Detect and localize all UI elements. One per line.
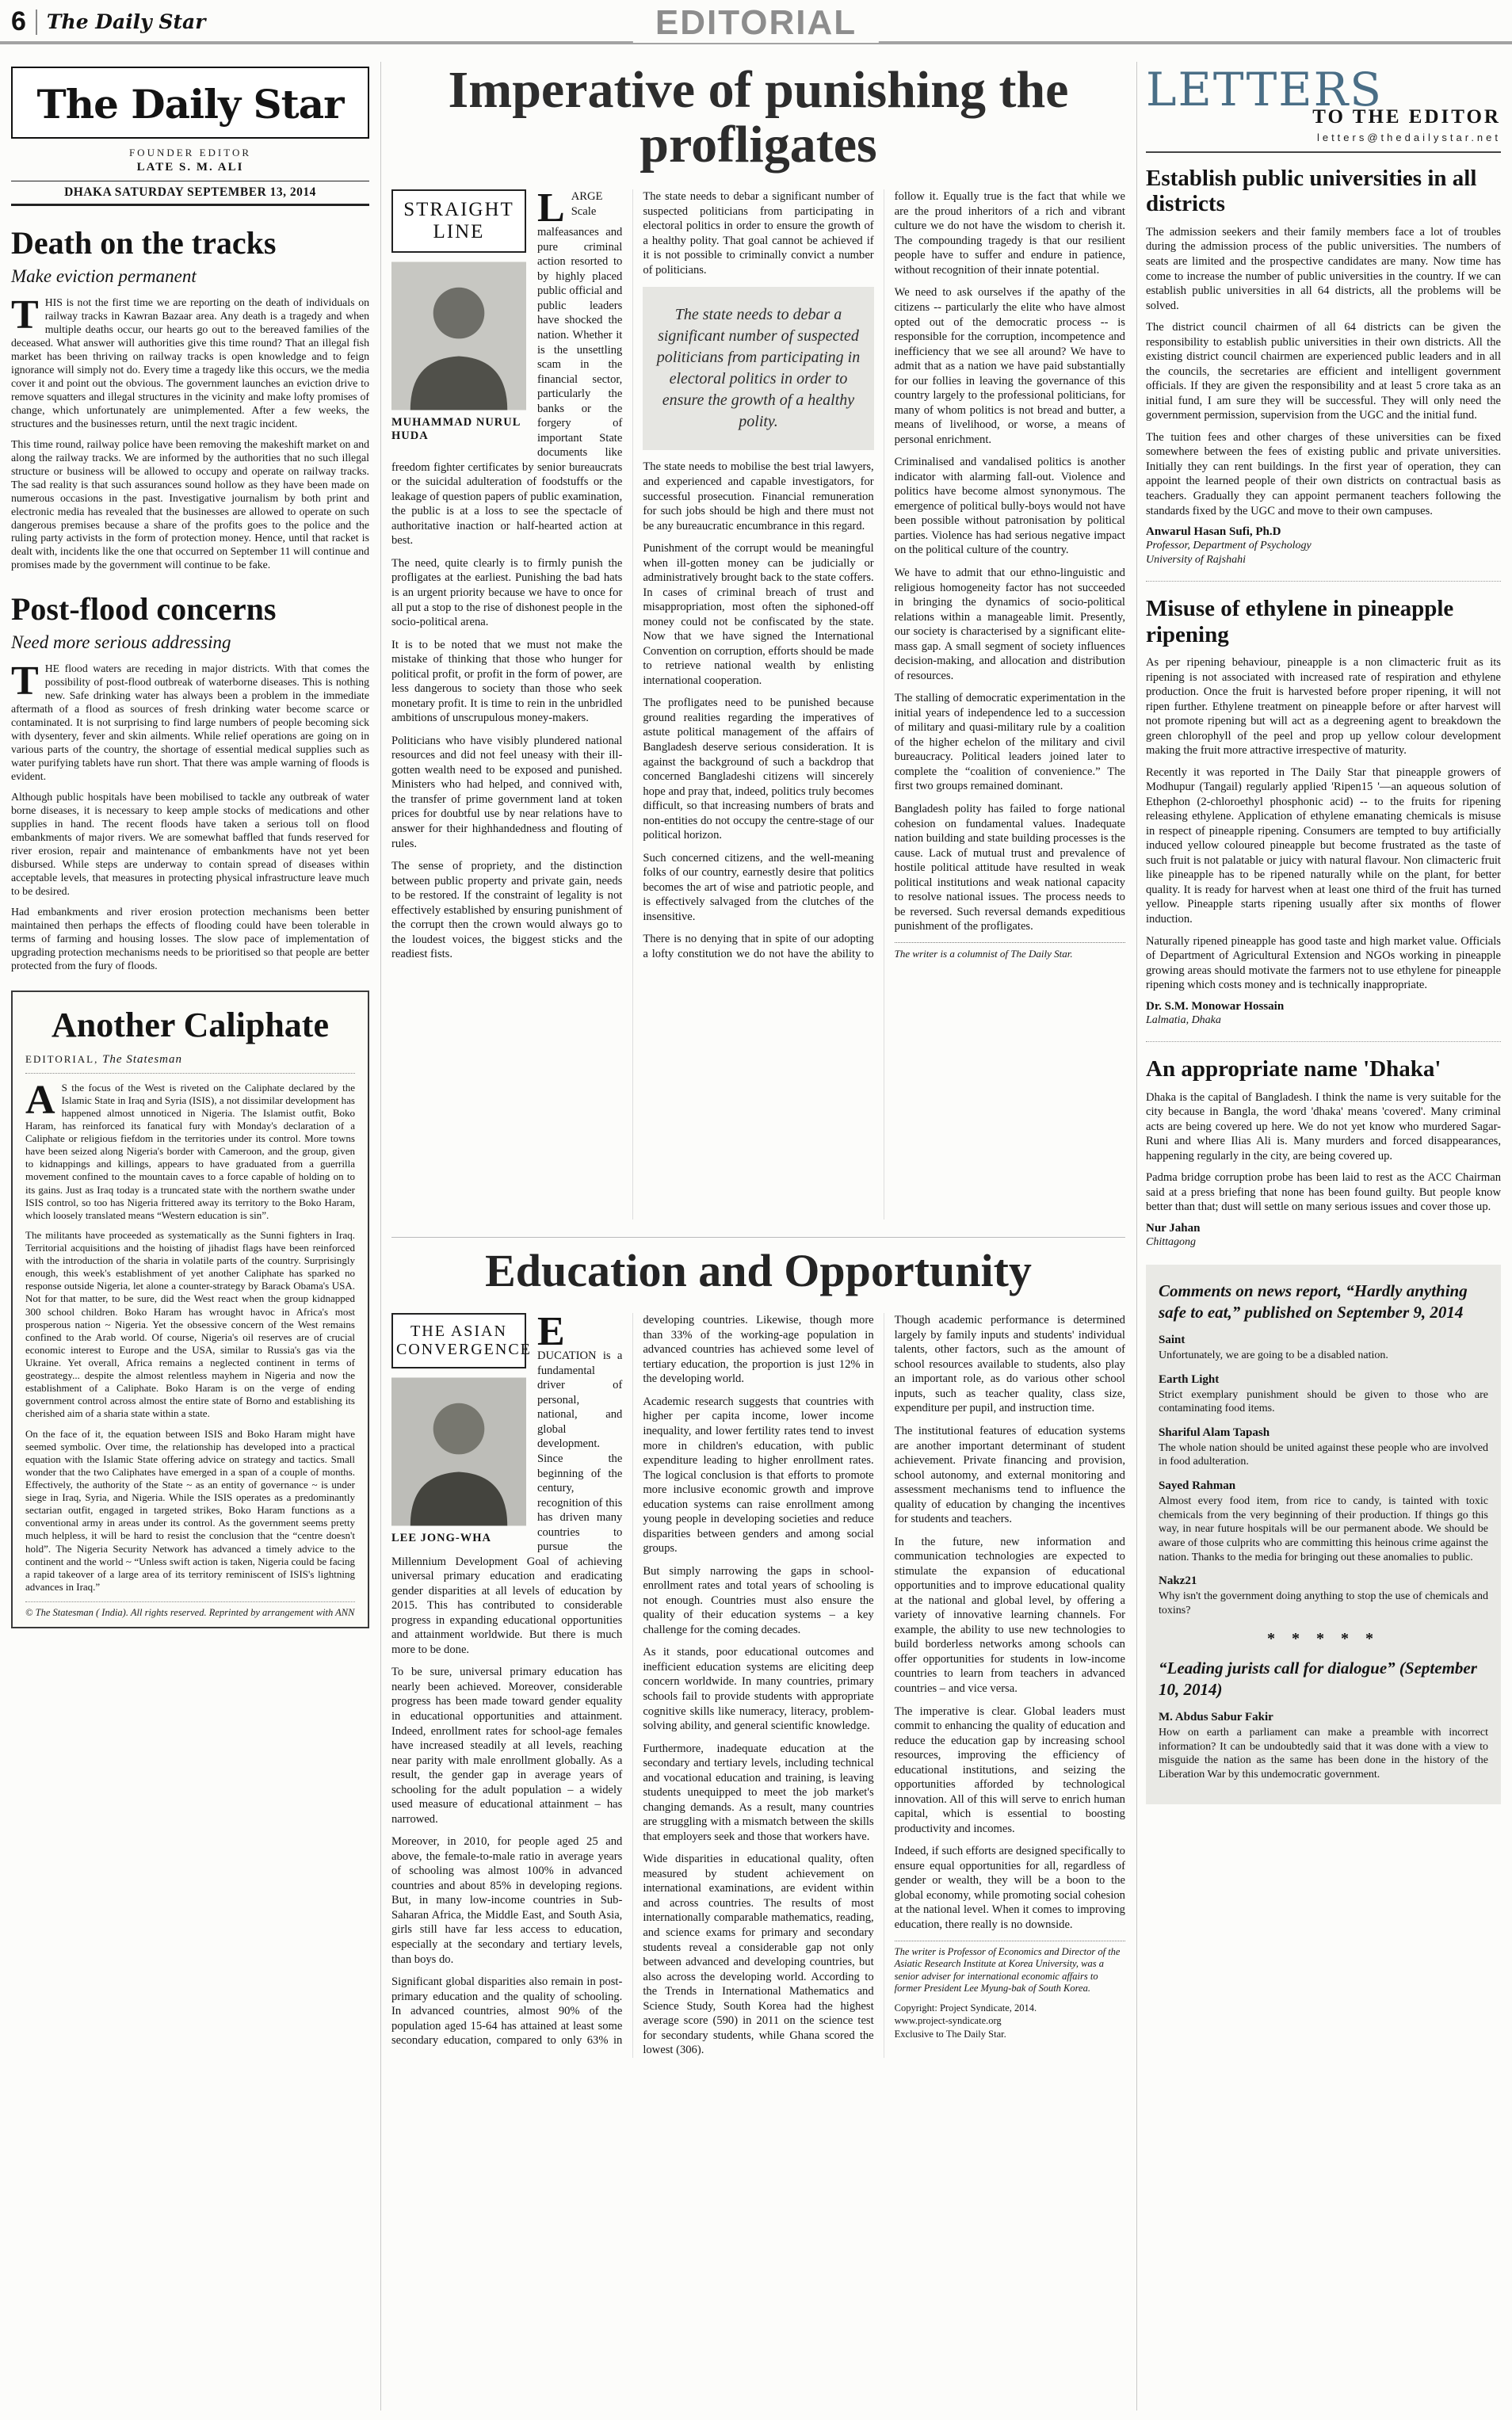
lead-text: HIS is not the first time we are reporting on the death of individuals on railway tracks in Kawran Bazaar area. Any death is a tragedy and when multiple deaths occur, our hearts go out to the bereaved families of the deceased. What answer will authorities give this time round? That an illegal fish market has been thriving on railway tracks is open knowledge and to feign ignorance will simply not do. Every time a tragedy like this occurs, we the media cover it and point out the obvious. The government launches an eviction drive to remove squatters and illegal structures in the vicinity and make lofty promises of change, which unfortunately are unimplemented. After a few weeks, the structures and the businesses return, until the next tragic incident. (11, 296, 369, 429)
paragraph: The tuition fees and other charges of these universities can be fixed somewhere between the fees of existing public and private universities. Initially they can rent buildings. In the first year of operation, they can appoint the learned people of their own districts on contractual basis as teachers. Gradually they can appoint permanent teachers following the standards fixed by the UGC and move to their own campuses. (1146, 430, 1501, 517)
letters-header (1146, 63, 1501, 153)
letter-signature-org: Lalmatia, Dhaka (1146, 1013, 1221, 1026)
letter-public-universities (1146, 166, 1501, 567)
lead-text: S the focus of the West is riveted on the Caliphate declared by the Islamic State in Iraq and Syria (ISIS), a not dissimilar development has happened almost unnoticed in Nigeria. The Islamist outfit, Boko Haram, has reinforced its fanatical fury with Monday's declaration of a Caliphate or religious fiefdom in the territories under its control. More towns have been seized along Nigeria's border with Cameroon, and the group, given to kidnappings and killings, appears to have graduated from a guerrilla movement confined to the mountain caves to a force capable of holding on to its gains. Just as Iraq today is a truncated state with the northern swathe under ISIS control, so too has Nigeria frittered away its territory to the Boko Haram, which loosely translated means “Western education is sin”. (25, 1081, 355, 1221)
paragraph: As per ripening behaviour, pineapple is a non climacteric fruit as its ripening is not associated with increased rate of respiration and ethylene production. Once the fruit is harvested before proper ripening, it will not ripen further. Ethylene treatment on pineapple before or after harvest will not promote ripening but will act as a degreening agent to breakdown the green chlorophyll of the peel and prop up yellow colour development making the fruit more attractive irrespective of maturity. (1146, 655, 1501, 758)
paragraph: In the future, new information and communication technologies are expected to stimulate the expansion of educational opportunities and to improve educational quality at the national and global level, by offering a variety of innovative learning channels. For example, the ability to use new technologies to build borderless networks among schools can offer opportunities for students in low-income countries to learn from teachers in advanced countries – and vice versa. (894, 1535, 1125, 1695)
dropcap: T (11, 658, 39, 704)
dropcap: T (11, 292, 39, 338)
paragraph: Though academic performance is determined largely by family inputs and students' individual talents, other factors, such as the amount of school resources available to students, also play an important role, as do various other school inputs, such as teacher quality, class size, expenditure per pupil, and instruction time. (894, 1314, 1125, 1415)
editorial-title: Death on the tracks (11, 225, 277, 261)
paragraph: Moreover, in 2010, for people aged 25 and above, the female-to-male ratio in average years of schooling was almost 100% in advanced countries and about 85% in developing regions. But, in many low-income countries in Sub-Saharan Africa, the Middle East, and South Asia, girls still have far less access to education, especially at the secondary and tertiary levels, than boys do. (391, 1835, 623, 1966)
paragraph: Indeed, if such efforts are designed specifically to ensure equal opportunities for all, regardless of gender or wealth, they will be a boon to the global economy, while promoting social cohesion at the national level. When it comes to improving education, there really is no downside. (894, 1845, 1125, 1931)
section-title: EDITORIAL (633, 3, 879, 43)
editorial-post-flood-concerns (11, 593, 369, 972)
project-syndicate-link[interactable]: www.project-syndicate.org (894, 2015, 1002, 2027)
lead-text: DUCATION is a fundamental driver of personal, national, and global development. Since the beginning of the century, recognition of this has driven many countries to pursue the Millennium Development Goal of achieving universal primary education and eradicating gender disparities at all levels of education by 2015. This has contributed to considerable progress in expanding educational opportunities and attainment worldwide. But there is much more to be done. (391, 1349, 623, 1656)
letters-rule (1146, 151, 1501, 153)
comments-heading: “Leading jurists call for dialogue” (September 10, 2014) (1159, 1659, 1477, 1699)
paragraph: We have to admit that our ethno-linguistic and religious homogeneity factor has not succeeded in bringing the dynamics of socio-political relations within a manageable limit. Presently, our society is characterised by a significant elite-mass gap. A small segment of society influences decision-making, and allocation and distribution of resources. (894, 567, 1125, 682)
dropcap: E (537, 1309, 565, 1355)
exclusive-line: Exclusive to The Daily Star. (894, 2028, 1006, 2040)
columnist-sidebar (391, 1313, 532, 1545)
comment-text: The whole nation should be united against these people who are involved in food adulteration. (1159, 1441, 1488, 1468)
reprint-byline (25, 1053, 355, 1067)
comment-text: Unfortunately, we are going to be a disabled nation. (1159, 1349, 1388, 1361)
paragraph: The sense of propriety, and the distinction between public property and private gain, needs to be restored. If the constraint of legality is not effectively established by ensuring punishment of the corrupt then the crown would always go to the loudest voices, the biggest sticks and the readiest fists. (391, 860, 623, 961)
letter-signature-title: Professor, Department of Psychology (1146, 540, 1312, 552)
comments-heading: Comments on news report, “Hardly anything safe to eat,” published on September 9, 2014 (1159, 1281, 1468, 1322)
commenter-name: Sayed Rahman (1159, 1479, 1236, 1492)
comment-text: Why isn't the government doing anything to stop the use of chemicals and toxins? (1159, 1590, 1488, 1617)
lead-text: HE flood waters are receding in major districts. With that comes the possibility of post-flood outbreak of waterborne diseases. This is nothing new. Safe drinking water has always been a problem in the immediate aftermath of a flood as sources of fresh drinking water become scarce or contaminated. It is not surprising to find large numbers of people becoming sick with dysentery, fever and skin ailments. While relief operations are going on in various parts of the country, the shortage of essential medical supplies such as water purifying tablets have run short. That there was ample warning of floods is evident. (11, 662, 369, 783)
paragraph: The state needs to debar a significant number of suspected politicians from participating in electoral politics in order to ensure the growth of a healthy polity. That goal cannot be achieved if it is not possible to criminally convict a number of politicians. (643, 190, 874, 277)
comment-text: Almost every food item, from rice to candy, is tainted with toxic chemicals from the very beginning of their production. If things go this way, in near future hospitals will be our permanent abode. We should be aware of those culprits who are committing this heinous crime against the nation. Thanks to the media for bringing out these anomalies to public. (1159, 1495, 1488, 1563)
column-label: THE ASIAN CONVERGENCE (391, 1313, 526, 1368)
main-article-body (391, 185, 1125, 1220)
column-divider-left (380, 62, 381, 2410)
paragraph: But simply narrowing the gaps in school-enrollment rates and total years of schooling is not enough. Countries must also ensure the quality of their education systems – a key challenge for the coming decades. (643, 1564, 874, 1636)
founder-label: FOUNDER EDITOR (128, 147, 252, 158)
dropcap: L (537, 185, 565, 231)
writer-bio: The writer is Professor of Economics and Director of the Asiatic Research Institute at Korea University, was a senior adviser for international economic affairs to former President Lee Myung-bak of South Korea. (895, 1941, 1125, 1996)
paragraph: Dhaka is the capital of Bangladesh. I think the name is very suitable for the city because in Bangla, the word 'dhaka' means 'covered'. Many criminal acts are being covered up here. We do not yet know who murdered Sagar-Runi and where Ilias Ali is. Many murders and forced disappearances, happening regularly in the city, are being covered up. (1146, 1090, 1501, 1162)
dateline: DHAKA SATURDAY SEPTEMBER 13, 2014 (11, 181, 369, 206)
comment (1159, 1575, 1488, 1617)
paragraph: Punishment of the corrupt would be meaningful when ill-gotten money can be judicially or administratively brought back to the state coffers. In cases of criminal breach of trust and misappropriation, most often the siphoned-off money could not be confiscated by the state. Now that we have signed the International Convention on corruption, efforts should be made to retrieve national wealth by enlisting international cooperation. (643, 542, 874, 687)
dropcap: A (25, 1077, 55, 1123)
paragraph: The institutional features of education systems are another important determinant of student achievement. Private financing and provision, school autonomy, and external monitoring and assessment mechanisms tend to influence the quality of education by changing the incentives for students and teachers. (894, 1424, 1125, 1526)
paragraph: Padma bridge corruption probe has been laid to rest as the ACC Chairman said at a press briefing that none has been found guilty. But people know better than that; dust will settle on many serious issues and cover those up. (1146, 1171, 1501, 1214)
paragraph: As it stands, poor educational outcomes and inefficient education systems are eliciting deep concern worldwide. In many countries, primary schools fail to provide students with appropriate cognitive skills like numeracy, literacy, problem-solving ability, and general scientific knowledge. (643, 1646, 874, 1733)
left-column (11, 67, 369, 1628)
logo-text: The Daily Star (36, 81, 344, 128)
comment-text: How on earth a parliament can make a preamble with incorrect information? It can be undoubtedly said that it was done with a view to misguide the nation as the same has been done in the history of the Liberation War by this undemocratic government. (1159, 1726, 1488, 1781)
reader-comments-box (1146, 1265, 1501, 1804)
letters-subtitle: TO THE EDITOR (1312, 106, 1501, 128)
paragraph: Furthermore, inadequate education at the secondary and tertiary levels, including technical and vocational education and training, is leaving students unequipped to meet the job market's changing demands. As a result, many countries are struggling with a mismatch between the skills that employers seek and those that workers have. (643, 1742, 874, 1843)
comment (1159, 1373, 1488, 1416)
paragraph: Wide disparities in educational quality, often measured by student achievement on international examinations, are evident within and across countries. The results of most internationally comparable mathematics, reading, and science exams for primary and secondary students reveal a considerable gap not only between advanced and developing countries, but also across the developing world. According to the Trends in International Mathematics and Science Study, South Korea had the highest average score (590) in 2011 on the science test for secondary students, while Ghana scored the lowest (306). (643, 1853, 874, 2057)
right-column (1146, 63, 1501, 1804)
comment (1159, 1426, 1488, 1469)
writer-credit: The writer is a columnist of The Daily Star. (895, 942, 1125, 960)
paragraph: The state needs to mobilise the best trial lawyers, and experienced and capable investigators, for successful prosecution. Financial remuneration for such jobs should be high and there must not be any bureaucratic encumbrance in this regard. (643, 460, 874, 532)
letter-divider (1146, 581, 1501, 582)
commenter-name: Earth Light (1159, 1372, 1220, 1386)
paragraph: There is no denying that in spite of our adopting a lofty constitution we do not have the ability to follow it. Equally true is the fact that while we are the proud inheritors of a rich and vibrant culture we do not have the wisdom to cherish it. The compounding tragedy is that our resilient people have to suffer and endure in patience, without recognition of their innate potential. (643, 190, 1125, 960)
paragraph: The admission seekers and their family members face a lot of troubles during the admission process of the public universities. The numbers of seats are limited and the prospective candidates are many. Now time has come to increase the number of public universities in the country. If we can establish public universities in all 64 districts, all the problems will be solved. (1146, 225, 1501, 312)
editorial-title: Post-flood concerns (11, 591, 277, 628)
comments-divider-stars: * * * * * (1267, 1630, 1380, 1648)
paragraph: Recently it was reported in The Daily Star that pineapple growers of Modhupur (Tangail) regularly applied 'Ripen15 '—an aqueous solution of Ethephon (2-chloroethyl phosphonic acid) -- to the fruits for ripening releasing ethylene. Application of ethylene emanating chemicals is misuse in respect of pineapple ripening. Consumers are tempted to buy artificially induced yellow coloured pineapple but become frustrated as the taste of such fruit is not palatable or juicy with natural flavour. Non climacteric fruit like pineapple has to be ripened naturally while on the plant, for better quality. It is ready for harvest when at least one third of the fruit has turned yellow. Pineapple starts ripening usually after six months of flower induction. (1146, 765, 1501, 926)
columnist-sidebar (391, 189, 526, 443)
letter-signature-name: Dr. S.M. Monowar Hossain (1146, 999, 1285, 1013)
comment (1159, 1711, 1488, 1782)
editorial-subtitle: Need more serious addressing (11, 632, 231, 653)
letter-title: Establish public universities in all districts (1146, 166, 1477, 217)
copyright-line: Copyright: Project Syndicate, 2014. (894, 2002, 1037, 2013)
education-headline: Education and Opportunity (485, 1245, 1032, 1297)
paragraph: Had embankments and river erosion protection mechanisms been better maintained then perhaps the effects of flooding could have been tolerable in terms of farming and housing losses. The slow pace of implementation of upgrading protection mechanisms needs to be prioritised so that people are better protected from the fury of floods. (11, 905, 369, 971)
page-number: 6 (11, 6, 26, 36)
paragraph: The district council chairmen of all 64 districts can be given the responsibility to establish public universities in their own districts. All the existing district council chairmen are experienced public leaders and in all the councils, the secretaries are efficient and intelligent government officials. If they are given the responsibility and at least 5 crore taka as an initial fund, I am sure they will be successful. They will only need the government permission, supervision from the UGC and the initial fund. (1146, 321, 1501, 422)
folio-divider (36, 10, 37, 35)
folio (11, 6, 216, 37)
paragraph (25, 1077, 355, 1222)
section-rule (391, 1237, 1125, 1238)
byline-label: EDITORIAL, (25, 1052, 99, 1065)
paragraph: The need, quite clearly is to firmly punish the profligates at the earliest. Punishing the bad hats is an urgent priority because we have to once for all put a stop to the rise of dishonest people in the socio-political arena. (391, 556, 623, 629)
paragraph: The profligates need to be punished because ground realities regarding the imperatives of astute political management of the affairs of Bangladesh deserve serious consideration. It is against the background of such a backdrop that concerned Bangladeshi citizens will sincerely hope and pray that, indeed, politics truly becomes difficult, so that increasing numbers of brats and non-entities do not occupy the centre-stage of our political horizon. (643, 697, 874, 842)
letter-signature-name: Nur Jahan (1146, 1221, 1201, 1235)
columnist-name: LEE JONG-WHA (391, 1532, 491, 1545)
letter-signature-org: Chittagong (1146, 1235, 1197, 1248)
editorial-subtitle: Make eviction permanent (11, 266, 197, 286)
founder-name: LATE S. M. ALI (136, 161, 244, 174)
dotted-rule (25, 1073, 355, 1074)
commenter-name: Saint (1159, 1333, 1186, 1346)
paragraph: Although public hospitals have been mobilised to tackle any outbreak of water borne diseases, it is necessary to keep ample stocks of medications and other supplies in hand. The recent floods have taken a serious toll on flood embankments of major rivers. We are somewhat baffled that funds reserved for river erosion, repair and maintenance of embankments have not yet been disbursed. While steps are underway to contain spread of diseases within acceptable levels, that measures in protecting physical infrastructure leave much to be desired. (11, 791, 369, 897)
editorial-death-on-the-tracks (11, 227, 369, 572)
paragraph: Bangladesh polity has failed to forge national cohesion on fundamental values. Inadequate nation building and state building processes is the cause. Lack of mutual trust and prevalence of hostile political attitude have resulted in weak political institutions and weak national capacity to resolve national issues. The process needs to be reversed. Such reversal demands expeditious punishment of the profligates. (894, 802, 1125, 933)
reprint-another-caliphate (11, 991, 369, 1628)
paragraph: It is to be noted that we must not make the mistake of thinking that those who hunger for political profit, or profit in the form of power, are less dangerous to society than those who seek monetary profit. It is time to rein in the unbridled ambitions of unscrupulous money-makers. (391, 638, 623, 725)
paragraph: The stalling of democratic experimentation in the initial years of independence led to a succession of military and quasi-military rule by a coalition of the higher echelon of the military and civil bureaucracy. Political leaders joined later to complete the “coalition of convenience.” The first two groups remained dominant. (894, 692, 1125, 793)
paragraph: The militants have proceeded as systematically as the Sunni fighters in Iraq. Territorial acquisitions and the hoisting of jihadist flags have been reinforced with the introduction of the sharia in volatile parts of the country. Surprisingly enough, this week's establishment of yet another Caliphate has sparked no response outside Nigeria, let alone a counter-strategy by Barack Obama's USA. Not for that matter, to be sure, did the West react when the group kidnapped 300 school children. Boko Haram has wrought havoc in Africa's most prosperous nation ~ Nigeria. Yet the obsessive concern of the West remains confined to the Arab world. Of course, Nigeria's oil reserves are of crucial economic interest to Europe and the USA, similar to Russia's gas via the Ukraine. Yet overall, Africa remains a neglected continent in terms of geostrategy... despite the almost relentless mayhem in Nigeria and now the establishment of a Caliphate. Boko Haram is on the verge of ending government control across almost the entire state of Borno and establishing its cherished aim of a sharia state within a state. (25, 1228, 355, 1420)
letters-email-link[interactable]: letters@thedailystar.net (1316, 132, 1501, 143)
paragraph: Naturally ripened pineapple has good taste and high market value. Officials of Department of Agricultural Extension and NGOs working in pineapple growing areas should motivate the farmers not to use ethylene for pineapple ripening which costs money and is technically inappropriate. (1146, 934, 1501, 992)
paragraph: To be sure, universal primary education has nearly been achieved. Moreover, considerable progress has been made toward gender equality in educational opportunities and attainment. Indeed, enrollment rates for school-age females have increased steadily at all levels, reaching near parity with male enrollment globally. As a result, the gender gap in average years of schooling for the adult population – a widely used measure of educational attainment – has narrowed. (391, 1666, 623, 1826)
column-label: STRAIGHT LINE (391, 189, 526, 253)
paragraph: Criminalised and vandalised politics is another indicator with alarming fall-out. Violence and politics have become almost synonymous. The emergence of political bully-boys would not have been possible without patronisation by political parties. Violence has had serious negative impact on the political culture of the country. (894, 456, 1125, 557)
letter-signature-org: University of Rajshahi (1146, 553, 1246, 566)
lead-text: ARGE Scale malfeasances and pure criminal action resorted to by highly placed public official and public leaders have shocked the nation. Whether it is the unsettling scam in the financial sector, particularly the banks or the forgery of important State documents like freedom fighter certificates by senior bureaucrats or the suicidal adulteration of foodstuffs or the leakage of question papers of public examination, the public is at a loss to see the spectacle of authoritative inaction or half-hearted action at best. (391, 190, 623, 548)
center-column (391, 62, 1125, 2058)
letter-appropriate-name-dhaka (1146, 1056, 1501, 1249)
letters-title: LETTERS (1146, 63, 1384, 116)
letter-ethylene-pineapple (1146, 596, 1501, 1027)
paragraph: Politicians who have visibly plundered national resources and did not feel uneasy with their ill-gotten wealth need to be exposed and punished. Ministers who had helped, and connived with, the transfer of prime government land at token prices for doubtful use by near relations have to answer for their highhandedness and flouting of rules. (391, 734, 623, 850)
comment-text: Strict exemplary punishment should be given to those who are contaminating food items. (1159, 1388, 1488, 1415)
paragraph: Such concerned citizens, and the well-meaning folks of our country, earnestly desire that politics becomes the art of wise and patriotic people, and is effectively salvaged from the clutches of the insensitive. (643, 851, 874, 923)
paragraph: The imperative is clear. Global leaders must commit to enhancing the quality of education and reduce the education gap by increasing school resources, improving the efficiency of educational institutions, and seizing the opportunities afforded by technological innovation. All of this will serve to enrich human capital, which is essential to boosting productivity and incomes. (894, 1704, 1125, 1835)
pull-quote: The state needs to debar a significant number of suspected politicians from participating in electoral politics in order to ensure the growth of a healthy polity. (643, 287, 873, 450)
paragraph: Academic research suggests that countries with higher per capita income, lower income inequality, and lower fertility rates tend to invest more in children's education, with public expenditure leading to higher enrollment rates. The logical conclusion is that efforts to promote more inclusive economic growth and improve education systems can raise enrollment among young people in developing societies and reduce disparities between genders and among social groups. (643, 1395, 874, 1555)
paragraph: On the face of it, the equation between ISIS and Boko Haram might have seemed symbolic. Over time, the relationship has developed into a practical equation with the Islamic State offering advice on strategy and tactics. Small wonder that the two Caliphates have emerged in a span of a couple of months. Effectively, the authority of the State ~ as an entity of governance ~ is under siege in Iraq, Syria, and Nigeria. While the ISIS operates as a predominantly sectarian outfit, engaged in targeted strikes, Boko Haram functions as a conventional army in areas under its control. As the government seems pretty much helpless, it will be hard to resist the conclusion that the “centre doesn't hold”. The Nigeria Security Network has advanced a timely advice to the continent and the world ~ “Unless swift action is taken, Nigeria could be facing a rapid takeover of a large area of its territory reminiscent of ISIS's lightning advances in Iraq.” (25, 1427, 355, 1593)
reprint-credit: © The Statesman ( India). All rights reserved. Reprinted by arrangement with ANN (25, 1601, 355, 1619)
copyright-block (895, 2002, 1125, 2040)
paragraph: We need to ask ourselves if the apathy of the citizens -- particularly the elite who have almost opted out of the democratic process -- is responsible for the corruption, incompetence and inefficiency that we see all around? We have to admit that as a nation we have paid substantially for our follies in leaving the governance of this country largely to the professional politicians, for many of whom politics is not bread and butter, a means of livelihood, or worse, a means of personal enrichment. (894, 286, 1125, 446)
paper-name: The Daily Star (46, 10, 206, 33)
byline-source: The Statesman (102, 1052, 183, 1066)
letter-title: Misuse of ethylene in pineapple ripening (1146, 596, 1454, 647)
column-divider-right (1136, 62, 1137, 2410)
main-headline: Imperative of punishing the profligates (448, 61, 1069, 174)
letter-divider (1146, 1041, 1501, 1042)
commenter-name: M. Abdus Sabur Fakir (1159, 1710, 1273, 1723)
commenter-name: Shariful Alam Tapash (1159, 1426, 1270, 1439)
education-article-body (391, 1309, 1125, 2058)
columnist-photo (391, 1376, 526, 1527)
comment (1159, 1334, 1488, 1363)
letter-title: An appropriate name 'Dhaka' (1146, 1056, 1441, 1082)
columnist-name: MUHAMMAD NURUL HUDA (391, 416, 521, 443)
columnist-photo (391, 261, 526, 411)
paragraph (11, 292, 369, 431)
paragraph: Significant global disparities also remain in post-primary education and the quality of schooling. In advanced countries, almost 90% of the population aged 15-64 has attained at least some secondary education, compared to only 63% in developing countries. Likewise, though more than 33% of the working-age population in advanced countries has achieved some level of tertiary education, the proportion is just 12% in the developing world. (391, 1314, 874, 2048)
comment (1159, 1479, 1488, 1564)
commenter-name: Nakz21 (1159, 1575, 1197, 1588)
paragraph: This time round, railway police have been removing the makeshift market on and along the railway tracks. We are informed by the authorities that no such illegal structure or business will be allowed to occupy and operate on railway tracks. The sad reality is that such assurances sound hollow as they have been made on numerous occasions in the past. Investigative journalism by both print and electronic media has revealed that the businesses are allowed to operate on such dangerous premises because a share of the profits goes to the police and the ruling party activists in the form of protection money. Hence, until that racket is dealt with, incidents like the one that occurred on September 11 will continue and promises made by the government will continue to be fake. (11, 437, 369, 571)
masthead (11, 67, 369, 206)
paragraph (11, 658, 369, 784)
daily-star-logo (11, 67, 369, 139)
letter-signature-name: Anwarul Hasan Sufi, Ph.D (1146, 525, 1281, 539)
reprint-title: Another Caliphate (52, 1005, 329, 1044)
